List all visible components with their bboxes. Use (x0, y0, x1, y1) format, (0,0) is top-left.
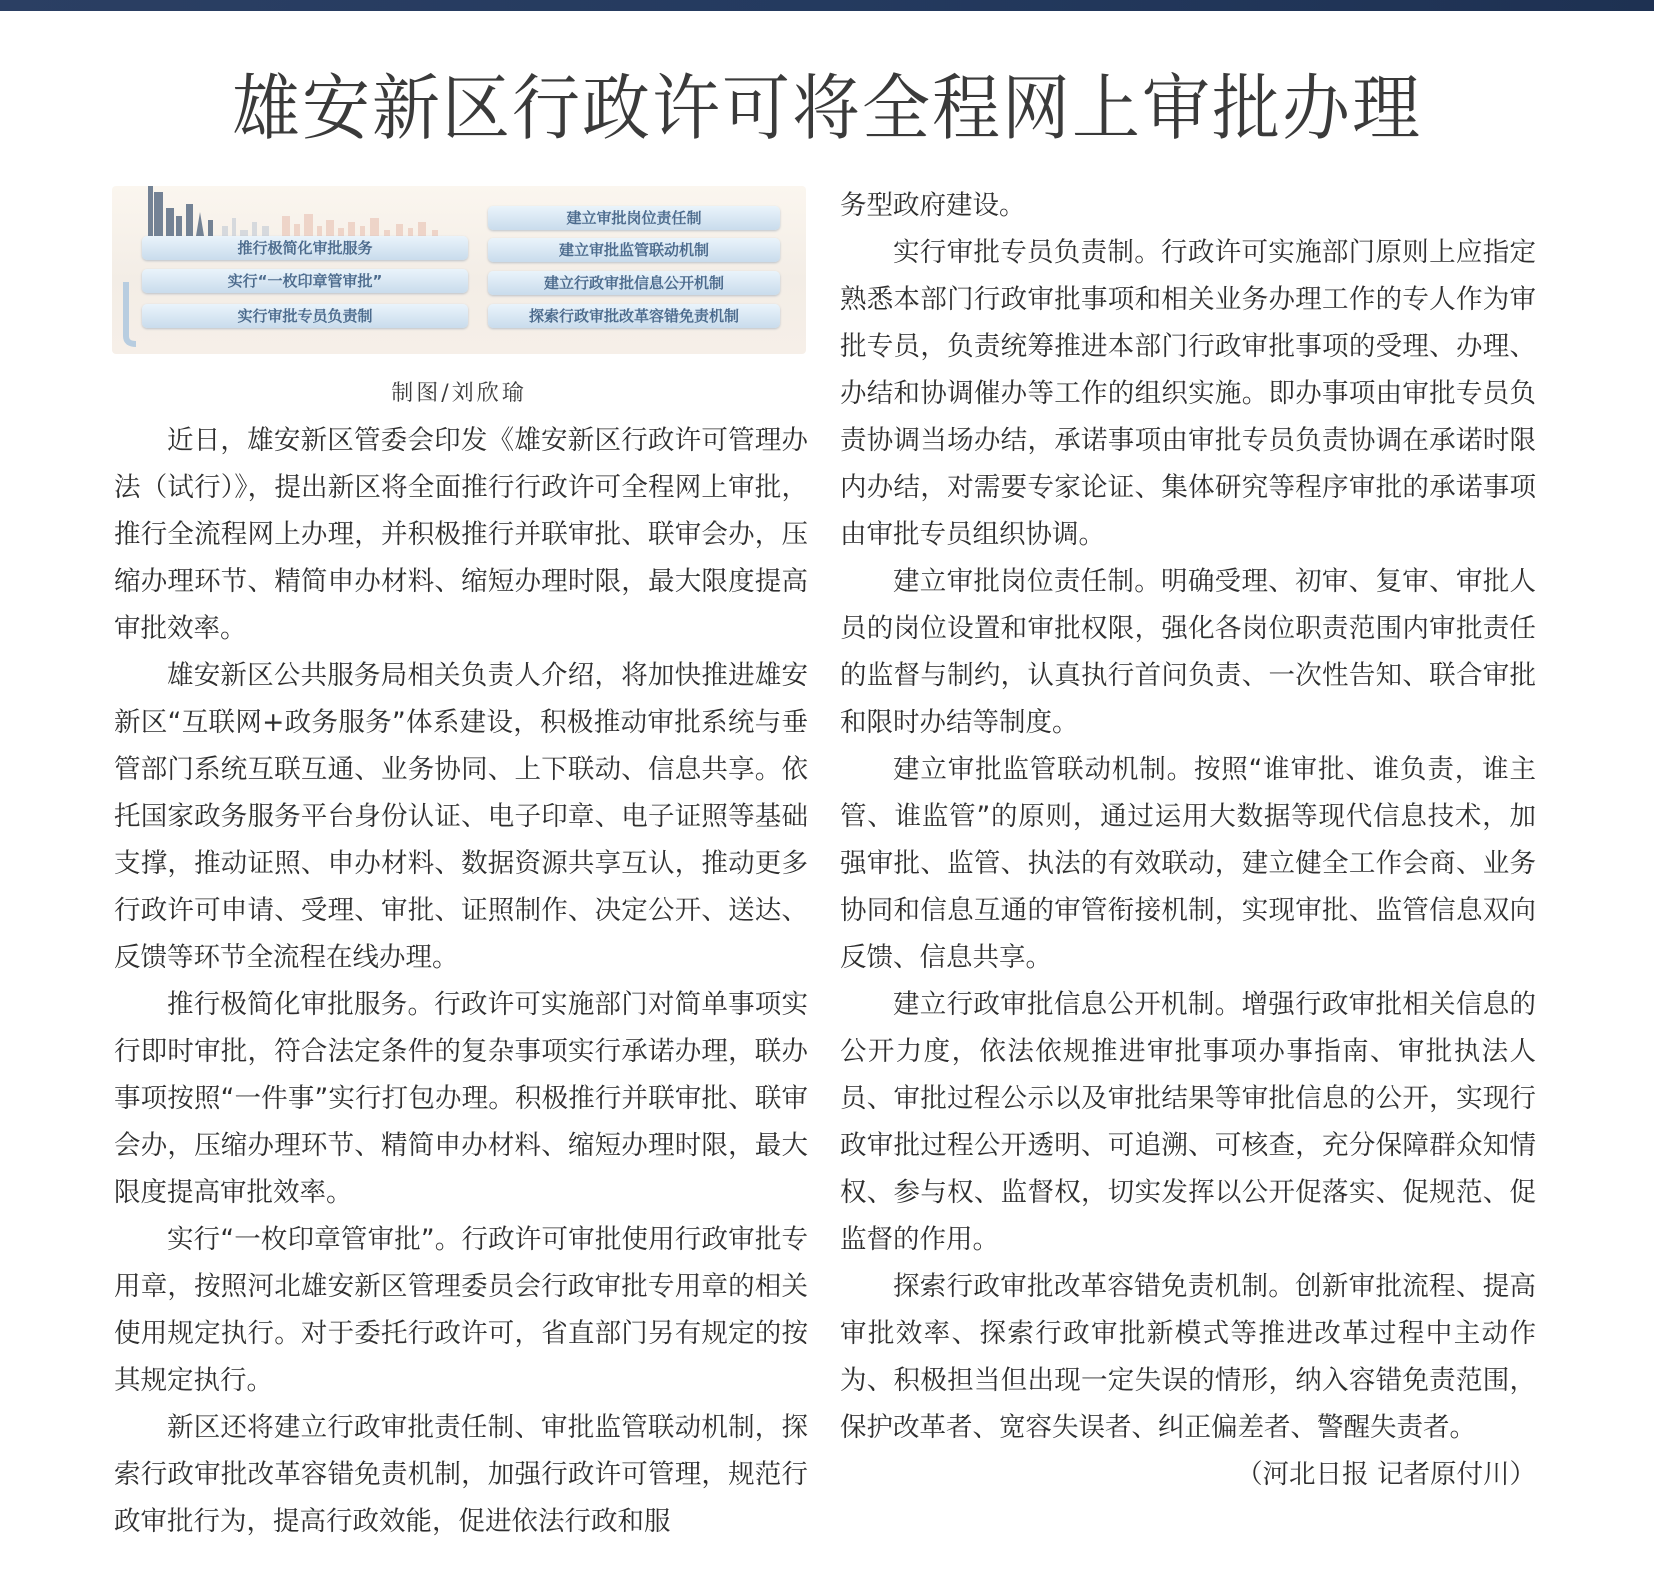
graphic-item-left-2: 实行“一枚印章管审批” (142, 269, 468, 293)
right-column (840, 182, 1536, 1498)
graphic-caption: 制图/刘欣瑜 (391, 381, 527, 406)
graphic-item-left-1: 推行极简化审批服务 (142, 236, 468, 260)
graphic-item-right-1: 建立审批岗位责任制 (488, 206, 780, 230)
graphic-item-left-3: 实行审批专员负责制 (142, 304, 468, 328)
paragraph: 建立审批监管联动机制。按照“谁审批、谁负责，谁主管、谁监管”的原则，通过运用大数据等现代信息技术，加强审批、监管、执法的有效联动，建立健全工作会商、业务协同和信息互通的审管衔接机制，实现审批、监管信息双向反馈、信息共享。 (840, 754, 1536, 973)
infographic (112, 186, 806, 354)
paragraph: 建立行政审批信息公开机制。增强行政审批相关信息的公开力度，依法依规推进审批事项办事指南、审批执法人员、审批过程公示以及审批结果等审批信息的公开，实现行政审批过程公开透明、可追溯、可核查，充分保障群众知情权、参与权、监督权，切实发挥以公开促落实、促规范、促监督的作用。 (840, 989, 1536, 1255)
graphic-item-right-4: 探索行政审批改革容错免责机制 (488, 304, 780, 328)
paragraph: 近日，雄安新区管委会印发《雄安新区行政许可管理办法（试行）》，提出新区将全面推行行政许可全程网上审批，推行全流程网上办理，并积极推行并联审批、联审会办，压缩办理环节、精简申办材料、缩短办理时限，最大限度提高审批效率。 (114, 425, 808, 644)
paragraph: 雄安新区公共服务局相关负责人介绍，将加快推进雄安新区“互联网+政务服务”体系建设，积极推动审批系统与垂管部门系统互联互通、业务协同、上下联动、信息共享。依托国家政务服务平台身份认证、电子印章、电子证照等基础支撑，推动证照、申办材料、数据资源共享互认，推动更多行政许可申请、受理、审批、证照制作、决定公开、送达、反馈等环节全流程在线办理。 (114, 660, 808, 973)
paragraph: 推行极简化审批服务。行政许可实施部门对简单事项实行即时审批，符合法定条件的复杂事项实行承诺办理，联办事项按照“一件事”实行打包办理。积极推行并联审批、联审会办，压缩办理环节、精简申办材料、缩短办理时限，最大限度提高审批效率。 (114, 989, 808, 1208)
paragraph: 实行审批专员负责制。行政许可实施部门原则上应指定熟悉本部门行政审批事项和相关业务办理工作的专人作为审批专员，负责统筹推进本部门行政审批事项的受理、办理、办结和协调催办等工作的组织实施。即办事项由审批专员负责协调当场办结，承诺事项由审批专员负责协调在承诺时限内办结，对需要专家论证、集体研究等程序审批的承诺事项由审批专员组织协调。 (840, 237, 1536, 550)
paragraph: 探索行政审批改革容错免责机制。创新审批流程、提高审批效率、探索行政审批新模式等推进改革过程中主动作为、积极担当但出现一定失误的情形，纳入容错免责范围，保护改革者、宽容失误者、纠正偏差者、警醒失责者。 (840, 1271, 1536, 1443)
graphic-item-right-3: 建立行政审批信息公开机制 (488, 271, 780, 295)
paragraph: 建立审批岗位责任制。明确受理、初审、复审、审批人员的岗位设置和审批权限，强化各岗位职责范围内审批责任的监督与制约，认真执行首问负责、一次性告知、联合审批和限时办结等制度。 (840, 566, 1536, 738)
top-decorative-bar (0, 0, 1654, 11)
left-column (114, 417, 808, 1545)
byline: （河北日报 记者原付川） (1236, 1459, 1536, 1490)
graphic-item-right-2: 建立审批监管联动机制 (488, 238, 780, 262)
paragraph: 新区还将建立行政审批责任制、审批监管联动机制，探索行政审批改革容错免责机制，加强行政许可管理，规范行政审批行为，提高行政效能，促进依法行政和服 (114, 1412, 808, 1537)
paragraph-continuation: 务型政府建设。 (840, 190, 1026, 221)
headline: 雄安新区行政许可将全程网上审批办理 (231, 68, 1422, 151)
paragraph: 实行“一枚印章管审批”。行政许可审批使用行政审批专用章，按照河北雄安新区管理委员会行政审批专用章的相关使用规定执行。对于委托行政许可，省直部门另有规定的按其规定执行。 (114, 1224, 808, 1396)
